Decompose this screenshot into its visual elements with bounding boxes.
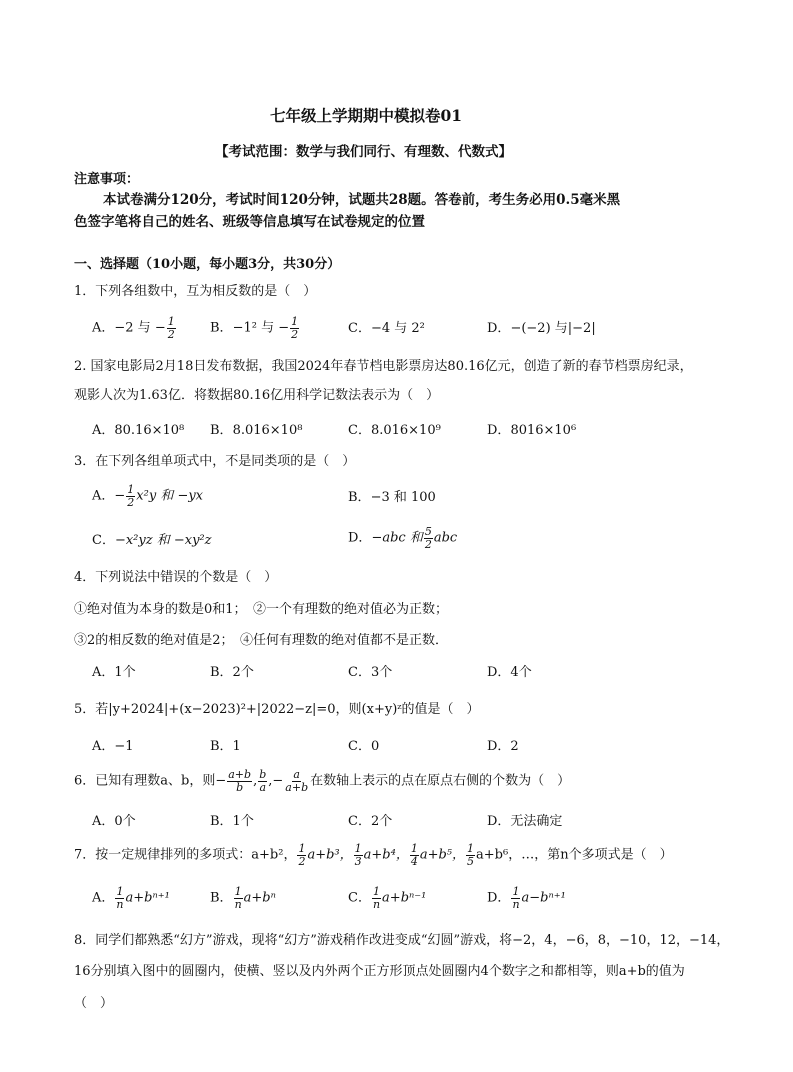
option-label: A． (92, 320, 115, 336)
page-title: 七年级上学期期中模拟卷01 (270, 106, 463, 125)
q3-option-b: B．−3 和 100 (348, 490, 436, 505)
fraction: $\frac{1}{5}$ (467, 842, 475, 868)
exam-scope: 【考试范围：数学与我们同行、有理数、代数式】 (215, 144, 512, 160)
fraction: $\frac{1}{2}$ (298, 842, 306, 868)
q2-line-2: 观影人次为1.63亿．将数据80.16亿用科学记数法表示为（ ） (74, 388, 440, 403)
q4-statement-2: ③2的相反数的绝对值是2； ④任何有理数的绝对值都不是正数． (74, 633, 449, 648)
q7-option-b: B． $\frac{1}{n}$ a+bⁿ (210, 885, 276, 911)
q5-option-a: A．−1 (92, 739, 134, 754)
q4-option-a: A．1个 (92, 665, 136, 680)
notice-line-2: 色签字笔将自己的姓名、班级等信息填写在试卷规定的位置 (74, 214, 425, 230)
fraction: $\frac{1}{2}$ (167, 315, 175, 341)
fraction: $\frac{1}{n}$ (512, 885, 520, 911)
q8-line-2: 16分别填入图中的圆圈内，使横、竖以及内外两个正方形顶点处圆圈内4个数字之和都相等，则a+b的值为 (74, 964, 685, 979)
q6-option-d: D．无法确定 (487, 814, 563, 829)
q2-option-b: B．8.016×10⁸ (210, 423, 303, 438)
q1-option-b (210, 316, 300, 340)
q8-line-1: 8．同学们都熟悉“幻方”游戏，现将“幻方”游戏稍作改进变成“幻圆”游戏，将−2，4，−6，8，−10，12，−14， (74, 933, 730, 948)
q3-option-a: A．− $\frac{1}{2}$ x²y 和 −yx (92, 483, 204, 509)
fraction: $\frac{a+b}{b}$ (228, 768, 252, 794)
q5-option-b: B．1 (210, 739, 241, 754)
fraction: $\frac{5}{2}$ (424, 525, 432, 551)
q6-stem: 6．已知有理数a、b，则− $\frac{a+b}{b}$ , $\frac{b}{a}$ ,− $\frac{a}{a+b}$ 在数轴上表示的点在原点右侧的个数为（ ） (74, 768, 571, 794)
q6-option-c: C．2个 (348, 814, 393, 829)
notice-heading: 注意事项： (74, 172, 140, 187)
q2-line-1: 2. 国家电影局2月18日发布数据，我国2024年春节档电影票房达80.16亿元，创造了新的春节档票房纪录， (74, 359, 693, 374)
q1-option-c: C．−4 与 2² (348, 321, 425, 336)
fraction: $\frac{1}{4}$ (410, 842, 418, 868)
q3-option-c: C．−x²yz 和 −xy²z (92, 533, 212, 548)
fraction: $\frac{1}{n}$ (372, 885, 381, 911)
fraction: $\frac{b}{a}$ (259, 768, 267, 794)
fraction: $\frac{1}{n}$ (234, 885, 242, 911)
q5-option-d: D．2 (487, 739, 519, 754)
q7-option-c: C． $\frac{1}{n}$ a+bⁿ⁻¹ (348, 885, 427, 911)
section-heading: 一、选择题（10小题，每小题3分，共30分） (74, 257, 341, 272)
q8-line-3: （ ） (74, 996, 114, 1011)
q1-stem: 1．下列各组数中，互为相反数的是（ ） (74, 284, 317, 299)
option-text: −2 与 − (114, 320, 166, 336)
fraction: $\frac{1}{n}$ (116, 885, 124, 911)
notice-line-1: 本试卷满分120分，考试时间120分钟，试题共28题。答卷前，考生务必用0.5毫米黑 (103, 192, 621, 208)
q5-option-c: C．0 (348, 739, 380, 754)
q2-option-a: A．80.16×10⁸ (92, 423, 185, 438)
q6-option-a: A．0个 (92, 814, 136, 829)
q4-option-b: B．2个 (210, 665, 254, 680)
q6-option-b: B．1个 (210, 814, 254, 829)
option-text: −1² 与 − (232, 320, 290, 336)
fraction: $\frac{a}{a+b}$ (285, 768, 309, 794)
q5-stem: 5．若|y+2024|+(x−2023)²+|2022−z|=0，则(x+y)ᶻ的值是（ ） (74, 702, 480, 717)
q4-statement-1: ①绝对值为本身的数是0和1； ②一个有理数的绝对值必为正数； (74, 602, 449, 617)
q3-stem: 3．在下列各组单项式中，不是同类项的是（ ） (74, 454, 356, 469)
q2-option-d: D．8016×10⁶ (487, 423, 577, 438)
q3-option-d: D．−abc 和 $\frac{5}{2}$ abc (348, 525, 458, 551)
q4-option-c: C．3个 (348, 665, 393, 680)
q4-option-d: D．4个 (487, 665, 532, 680)
fraction: $\frac{1}{2}$ (127, 483, 135, 509)
q4-stem: 4．下列说法中错误的个数是（ ） (74, 570, 278, 585)
option-label: B． (210, 320, 233, 336)
q7-stem: 7．按一定规律排列的多项式：a+b²， $\frac{1}{2}$ a+b³， $\frac{1}{3}$ a+b⁴， $\frac{1}{4}$ a+b⁵， $\frac{1}{5}$ a+b⁶，…，第n个多项式是（ ） (74, 842, 673, 868)
q1-option-a (92, 316, 177, 340)
fraction: $\frac{1}{3}$ (354, 842, 362, 868)
q7-option-d: D． $\frac{1}{n}$ a−bⁿ⁺¹ (487, 885, 566, 911)
q2-option-c: C．8.016×10⁹ (348, 423, 441, 438)
fraction: $\frac{1}{2}$ (291, 315, 299, 341)
q1-option-d: D．−(−2) 与|−2| (487, 321, 596, 336)
q7-option-a: A． $\frac{1}{n}$ a+bⁿ⁺¹ (92, 885, 170, 911)
